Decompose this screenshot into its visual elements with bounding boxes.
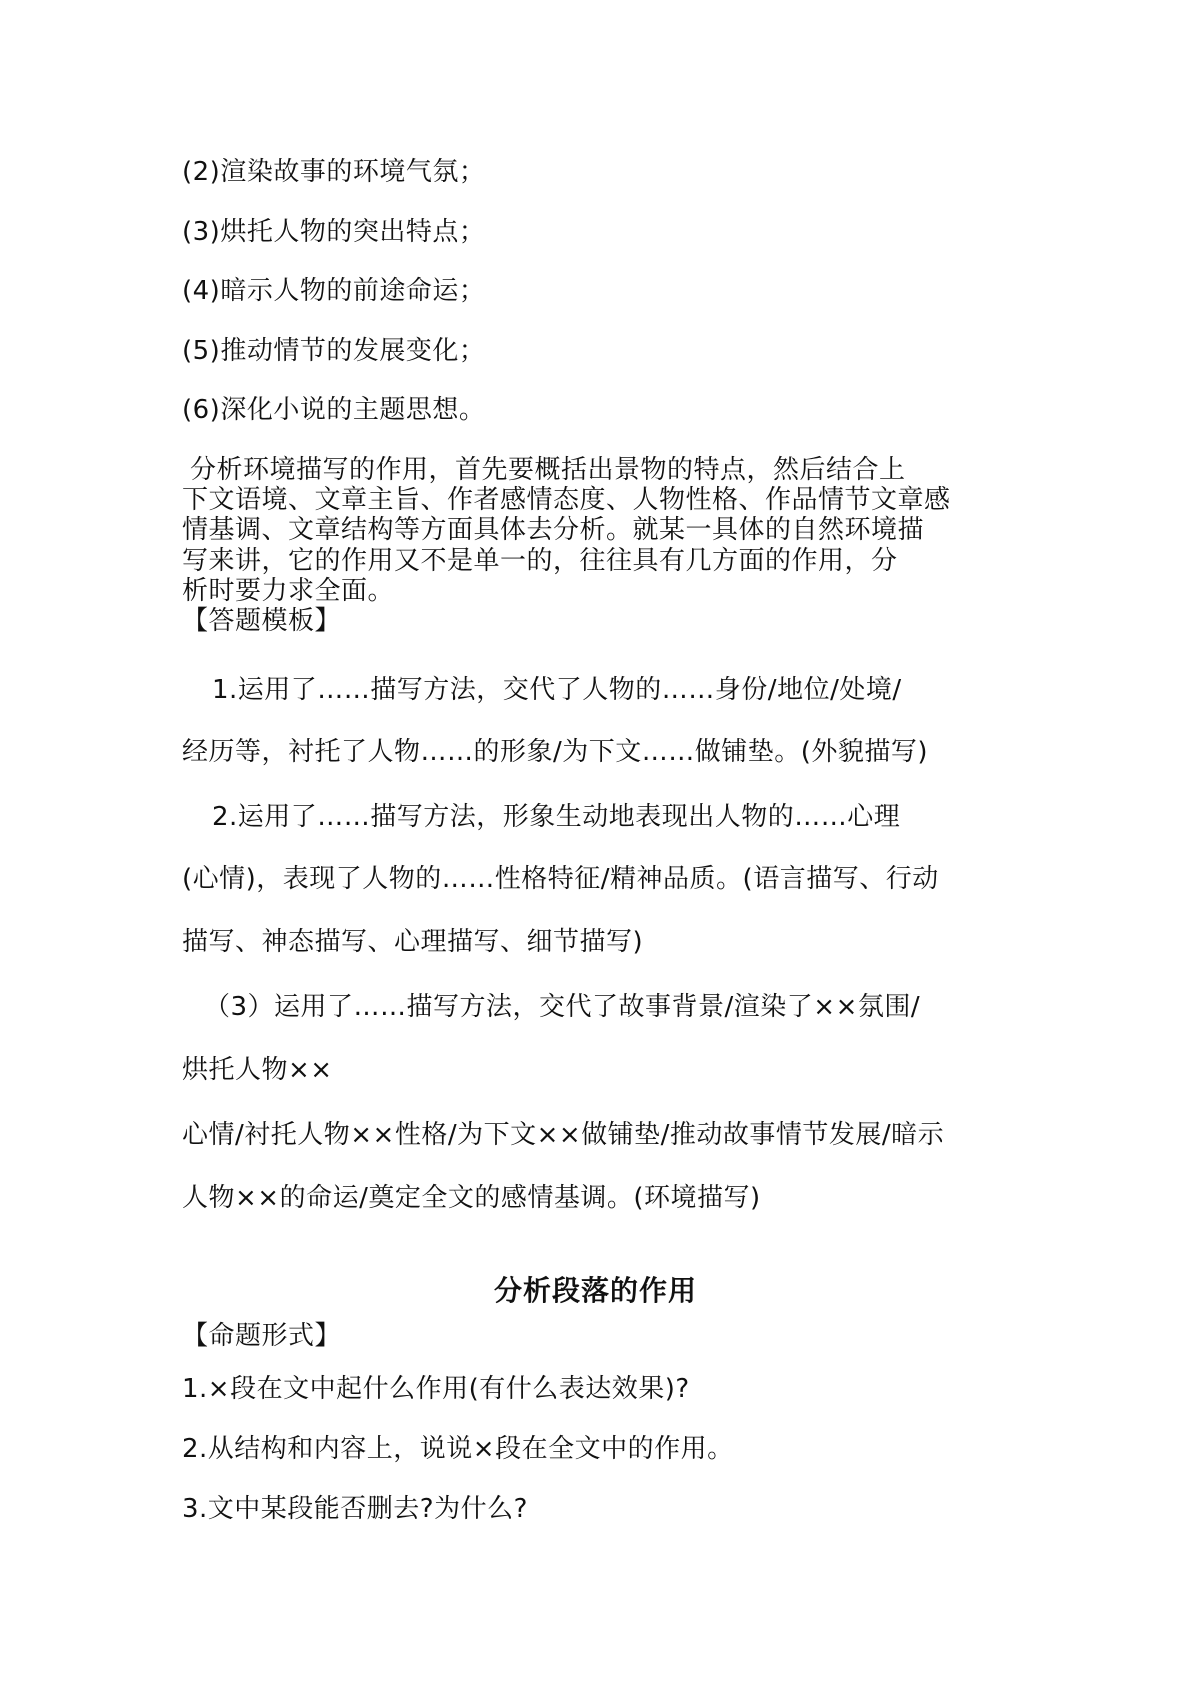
template-line-3a: （3）运用了……描写方法，交代了故事背景/渲染了××氛围/ <box>204 992 921 1022</box>
template-line-2b: (心情)，表现了人物的……性格特征/精神品质。(语言描写、行动 <box>182 864 939 894</box>
effect-item-6: (6)深化小说的主题思想。 <box>182 395 486 425</box>
analysis-paragraph-line: 写来讲，它的作用又不是单一的，往往具有几方面的作用，分 <box>182 546 898 576</box>
section-title: 分析段落的作用 <box>493 1274 697 1307</box>
effect-item-2: (2)渲染故事的环境气氛； <box>182 157 486 187</box>
template-line-3b: 烘托人物×× <box>182 1055 333 1085</box>
template-heading: 【答题模板】 <box>182 606 342 636</box>
analysis-paragraph-line: 析时要力求全面。 <box>182 576 395 606</box>
question-line-1: 1.×段在文中起什么作用(有什么表达效果)? <box>182 1374 690 1404</box>
analysis-paragraph-line: 分析环境描写的作用，首先要概括出景物的特点，然后结合上 <box>190 455 906 485</box>
template-line-1a: 1.运用了……描写方法，交代了人物的……身份/地位/处境/ <box>212 675 902 705</box>
effect-item-5: (5)推动情节的发展变化； <box>182 336 486 366</box>
question-heading: 【命题形式】 <box>182 1321 342 1351</box>
template-line-3d: 人物××的命运/奠定全文的感情基调。(环境描写) <box>182 1183 761 1213</box>
analysis-paragraph-line: 情基调、文章结构等方面具体去分析。就某一具体的自然环境描 <box>182 515 925 545</box>
template-line-1b: 经历等，衬托了人物……的形象/为下文……做铺垫。(外貌描写) <box>182 737 929 767</box>
analysis-paragraph-line: 下文语境、文章主旨、作者感情态度、人物性格、作品情节文章感 <box>182 485 951 515</box>
template-line-2c: 描写、神态描写、心理描写、细节描写) <box>182 927 644 957</box>
template-line-3c: 心情/衬托人物××性格/为下文××做铺垫/推动故事情节发展/暗示 <box>182 1120 945 1150</box>
question-line-2: 2.从结构和内容上，说说×段在全文中的作用。 <box>182 1434 734 1464</box>
question-line-3: 3.文中某段能否删去?为什么? <box>182 1494 528 1524</box>
template-line-2a: 2.运用了……描写方法，形象生动地表现出人物的……心理 <box>212 802 901 832</box>
effect-item-4: (4)暗示人物的前途命运； <box>182 276 486 306</box>
effect-item-3: (3)烘托人物的突出特点； <box>182 217 486 247</box>
